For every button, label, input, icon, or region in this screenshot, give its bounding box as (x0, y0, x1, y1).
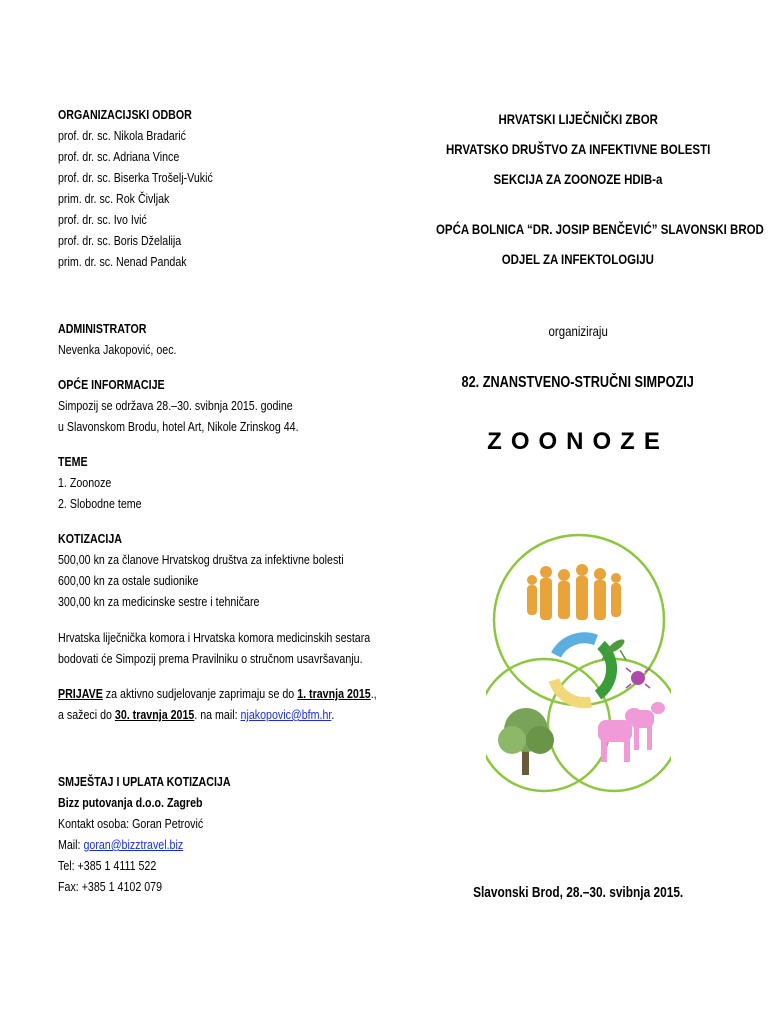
committee-member: prof. dr. sc. Ivo Ivić (58, 212, 147, 227)
committee-member: prof. dr. sc. Boris Dželalija (58, 233, 182, 248)
organizer-line: HRVATSKI LIJEČNIČKI ZBOR (498, 111, 658, 127)
abstract-deadline: 30. travnja 2015 (114, 707, 195, 722)
registration-section: PRIJAVE za aktivno sudjelovanje zaprimaju se do 1. travnja 2015., a sažeci do 30. travnja 2015. na mail: njakopovic@bfm.hr. (58, 686, 377, 722)
info-line: Simpozij se održava 28.–30. svibnja 2015. godine (58, 398, 293, 413)
event-title: ZOONOZE (487, 428, 669, 455)
left-column (58, 104, 388, 897)
fees-section (58, 528, 388, 669)
administrator-name: Nevenka Jakopović, oec. (58, 342, 177, 357)
tick-icon (626, 668, 650, 688)
fees-note: bodovati će Simpozij prema Pravilniku o stručnom usavršavanju. (58, 651, 363, 666)
fax: Fax: +385 1 4102 079 (58, 879, 163, 894)
registration-email-link[interactable]: njakopovic@bfm.hr (240, 707, 332, 722)
info-line: u Slavonskom Brodu, hotel Art, Nikole Zrinskog 44. (58, 419, 299, 434)
agency-name: Bizz putovanja d.o.o. Zagreb (58, 795, 203, 810)
fee-line: 500,00 kn za članove Hrvatskog društva za infektivne bolesti (58, 552, 344, 567)
committee-member: prof. dr. sc. Adriana Vince (58, 149, 180, 164)
committee-member: prim. dr. sc. Nenad Pandak (58, 254, 187, 269)
committee-member: prim. dr. sc. Rok Čivljak (58, 191, 170, 206)
phone: Tel: +385 1 4111 522 (58, 858, 157, 873)
accommodation-heading: SMJEŠTAJ I UPLATA KOTIZACIJA (58, 774, 231, 789)
topic-item: 2. Slobodne teme (58, 496, 142, 511)
committee-section (58, 104, 388, 272)
info-section (58, 374, 388, 437)
organizer-line: ODJEL ZA INFEKTOLOGIJU (501, 251, 655, 267)
topic-item: 1. Zoonoze (58, 475, 112, 490)
symposium-title: 82. ZNANSTVENO-STRUČNI SIMPOZIJ (461, 374, 695, 391)
accommodation-email-link[interactable]: goran@bizztravel.biz (83, 837, 184, 852)
info-heading: OPĆE INFORMACIJE (58, 377, 165, 392)
registration-label: PRIJAVE (58, 686, 103, 701)
accommodation-section: SMJEŠTAJ I UPLATA KOTIZACIJA Bizz putovanja d.o.o. Zagreb Kontakt osoba: Goran Petrović Mail: goran@bizztravel.biz Tel: +385 1 4111 522 Fax: +385 1 4102 079 (58, 771, 388, 897)
fee-line: 300,00 kn za medicinske sestre i tehničare (58, 594, 260, 609)
zoonoses-logo (486, 520, 671, 820)
place-date: Slavonski Brod, 28.–30. svibnja 2015. (472, 885, 684, 901)
committee-heading: ORGANIZACIJSKI ODBOR (58, 107, 192, 122)
organize-word: organiziraju (548, 323, 608, 339)
committee-member: prof. dr. sc. Biserka Trošelj-Vukić (58, 170, 213, 185)
people-silhouettes-icon (527, 564, 621, 620)
organizer-line: OPĆA BOLNICA “DR. JOSIP BENČEVIĆ” SLAVONSKI BROD (435, 221, 764, 237)
administrator-section (58, 318, 388, 360)
topics-section (58, 451, 388, 514)
fee-line: 600,00 kn za ostale sudionike (58, 573, 199, 588)
organizer-line: HRVATSKO DRUŠTVO ZA INFEKTIVNE BOLESTI (445, 141, 711, 157)
fees-note: Hrvatska liječnička komora i Hrvatska komora medicinskih sestara (58, 630, 371, 645)
administrator-heading: ADMINISTRATOR (58, 321, 147, 336)
contact-person: Kontakt osoba: Goran Petrović (58, 816, 204, 831)
organizer-line: SEKCIJA ZA ZOONOZE HDIB-a (493, 171, 663, 187)
registration-deadline: 1. travnja 2015 (297, 686, 371, 701)
topics-heading: TEME (58, 454, 88, 469)
fees-heading: KOTIZACIJA (58, 531, 122, 546)
organizers-block (400, 104, 764, 274)
tree-icon (498, 708, 554, 775)
registration-text: za aktivno sudjelovanje zaprimaju se do (102, 686, 298, 701)
committee-member: prof. dr. sc. Nikola Bradarić (58, 128, 186, 143)
